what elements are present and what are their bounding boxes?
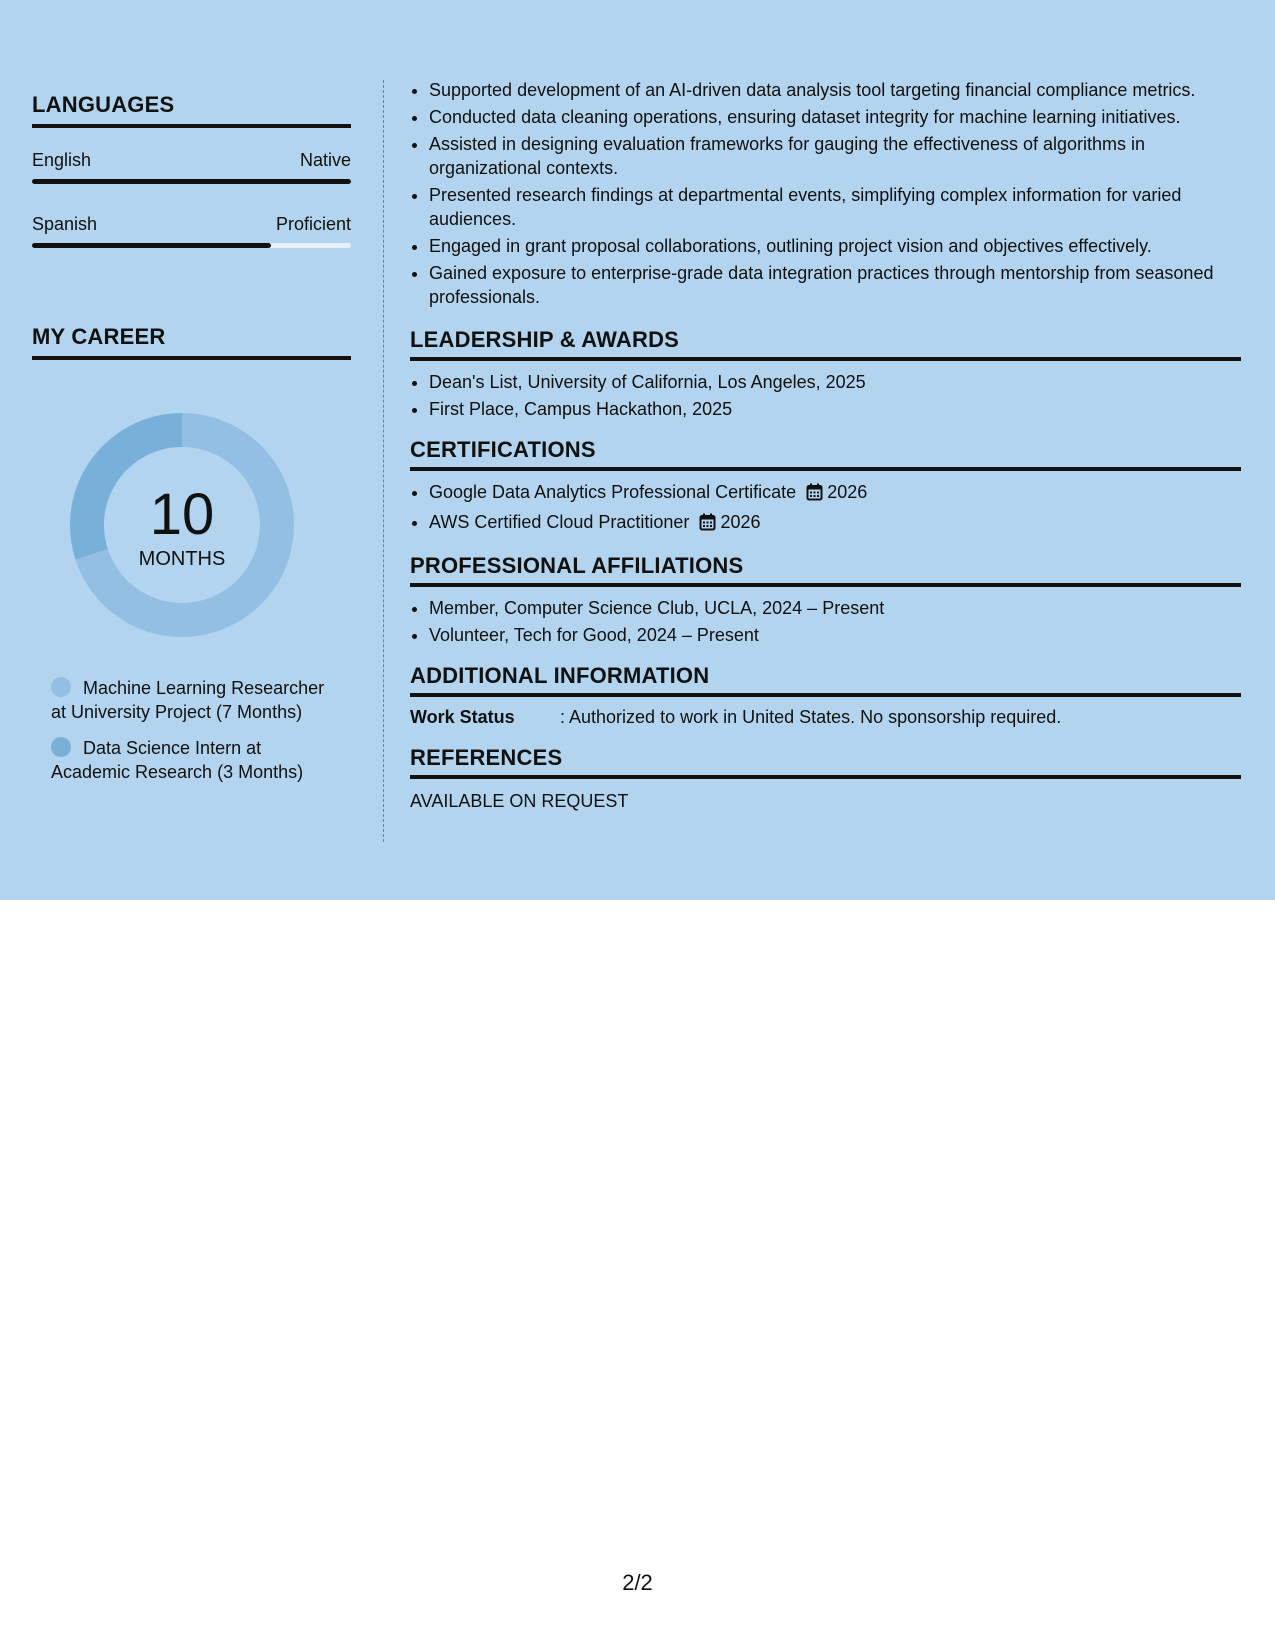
career-total-months: 10	[149, 481, 215, 547]
list-item: • Dean's List, University of California, Los Angeles, 2025	[429, 370, 1241, 394]
affiliations-list	[410, 596, 1241, 647]
leadership-heading: LEADERSHIP & AWARDS	[410, 327, 1241, 361]
list-item	[429, 480, 1241, 507]
language-proficiency-fill	[32, 179, 351, 184]
list-item: • Volunteer, Tech for Good, 2024 – Present	[429, 623, 1241, 647]
certification-year: 2026	[827, 482, 868, 502]
career-total-unit: MONTHS	[138, 547, 226, 570]
language-name: English	[32, 150, 92, 170]
legend-item	[51, 736, 341, 784]
calendar-icon	[806, 483, 823, 507]
list-item: • Conducted data cleaning operations, ensuring dataset integrity for machine learning initiatives.	[429, 105, 1241, 129]
certifications-list	[410, 480, 1241, 537]
legend-swatch	[51, 737, 71, 757]
calendar-icon	[699, 513, 716, 537]
legend-item	[51, 676, 341, 724]
legend-swatch	[51, 677, 71, 697]
list-item	[429, 510, 1241, 537]
language-item	[32, 150, 351, 184]
languages-heading: LANGUAGES	[32, 92, 351, 128]
career-donut-chart	[67, 410, 297, 640]
list-item: • Presented research findings at departmental events, simplifying complex information for varied audiences.	[429, 183, 1241, 231]
list-item: • First Place, Campus Hackathon, 2025	[429, 397, 1241, 421]
language-proficiency-fill	[32, 243, 271, 248]
column-divider	[383, 80, 384, 842]
affiliations-heading: PROFESSIONAL AFFILIATIONS	[410, 553, 1241, 587]
legend-label: Machine Learning Researcher at University Project (7 Months)	[51, 678, 325, 722]
language-proficiency-bar	[32, 179, 351, 184]
certification-name: Google Data Analytics Professional Certificate	[429, 482, 797, 502]
career-legend	[51, 676, 341, 796]
references-heading: REFERENCES	[410, 745, 1241, 779]
experience-bullets	[410, 78, 1241, 309]
certifications-heading: CERTIFICATIONS	[410, 437, 1241, 471]
work-status-value: : Authorized to work in United States. No sponsorship required.	[560, 707, 1062, 727]
language-level: Native	[299, 150, 351, 170]
leadership-list	[410, 370, 1241, 421]
page-number: 2/2	[622, 1570, 653, 1595]
list-item: • Gained exposure to enterprise-grade data integration practices through mentorship from seasoned professionals.	[429, 261, 1241, 309]
additional-info-heading: ADDITIONAL INFORMATION	[410, 663, 1241, 697]
list-item: • Supported development of an AI-driven data analysis tool targeting financial compliance metrics.	[429, 78, 1241, 102]
list-item: • Assisted in designing evaluation frameworks for gauging the effectiveness of algorithms in organizational contexts.	[429, 132, 1241, 180]
work-status-label: Work Status	[410, 707, 515, 727]
right-column	[410, 78, 1241, 813]
language-name: Spanish	[32, 214, 98, 234]
certification-name: AWS Certified Cloud Practitioner	[429, 512, 690, 532]
left-column	[32, 92, 351, 360]
work-status-row	[410, 705, 1241, 729]
language-proficiency-bar	[32, 243, 351, 248]
certification-year: 2026	[720, 512, 761, 532]
list-item: • Engaged in grant proposal collaborations, outlining project vision and objectives effectively.	[429, 234, 1241, 258]
language-item	[32, 214, 351, 248]
career-heading: MY CAREER	[32, 324, 351, 360]
language-level: Proficient	[275, 214, 351, 234]
list-item: • Member, Computer Science Club, UCLA, 2024 – Present	[429, 596, 1241, 620]
legend-label: Data Science Intern at Academic Research (3 Months)	[51, 738, 304, 782]
references-text: AVAILABLE ON REQUEST	[410, 791, 629, 811]
